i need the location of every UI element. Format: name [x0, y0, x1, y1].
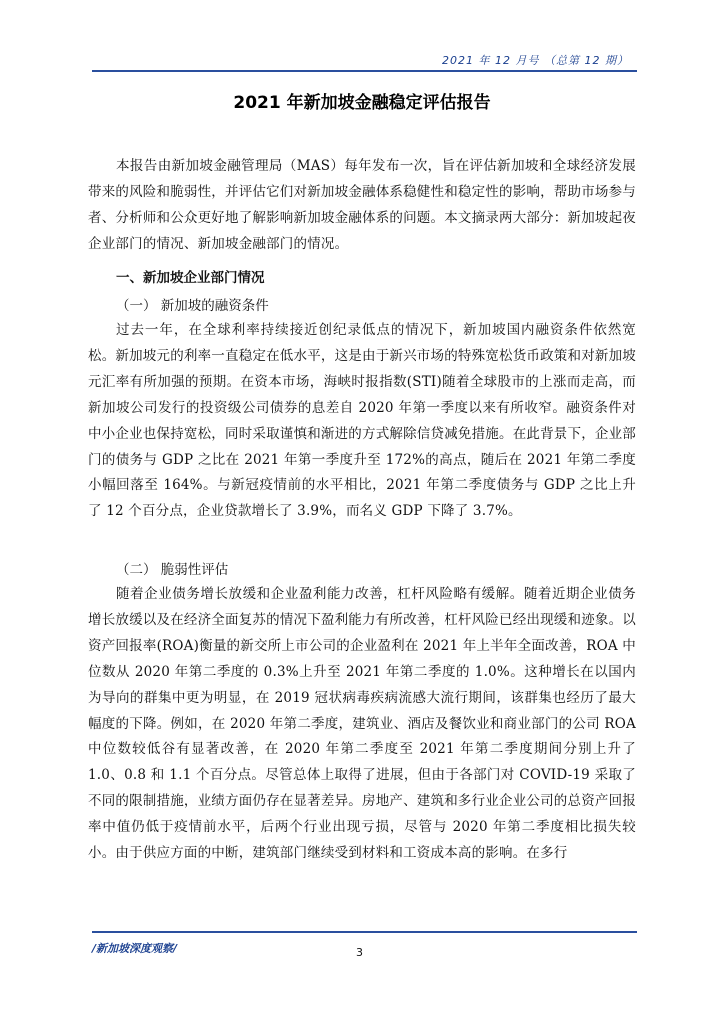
footer-rule	[92, 931, 637, 933]
subsection-heading-vulnerability: （二） 脆弱性评估	[116, 562, 229, 578]
financing-paragraph: 过去一年，在全球利率持续接近创纪录低点的情况下，新加坡国内融资条件依然宽松。新加坡元的利率一直稳定在低水平，这是由于新兴市场的特殊宽松货币政策和对新加坡元汇率有所加强的预期。在资本市场，海峡时报指数(STI)随着全球股市的上涨而走高，而新加坡公司发行的投资级公司债券的息差自 2020 年第一季度以来有所收窄。融资条件对中小企业也保持宽松，同时采取谨慎和渐进的方式解除信贷减免措施。在此背景下，企业部门的债务与 GDP 之比在 2021 年第一季度升至 172%的高点，随后在 2021 年第二季度小幅回落至 164%。与新冠疫情前的水平相比，2021 年第二季度债务与 GDP 之比上升了 12 个百分点，企业贷款增长了 3.9%，而名义 GDP 下降了 3.7%。	[88, 322, 636, 520]
document-title: 2021 年新加坡金融稳定评估报告	[233, 93, 491, 113]
page-number: 3	[356, 946, 363, 959]
intro-paragraph: 本报告由新加坡金融管理局（MAS）每年发布一次，旨在评估新加坡和全球经济发展带来的风险和脆弱性，并评估它们对新加坡金融体系稳健性和稳定性的影响，帮助市场参与者、分析师和公众更好地了解影响新加坡金融体系的问题。本文摘录两大部分：新加坡起夜企业部门的情况、新加坡金融部门的情况。	[88, 158, 636, 252]
publication-name: /新加坡深度观察/	[92, 942, 178, 955]
subsection-heading-financing: （一） 新加坡的融资条件	[116, 298, 269, 314]
header-rule	[92, 70, 637, 72]
vulnerability-paragraph: 随着企业债务增长放缓和企业盈利能力改善，杠杆风险略有缓解。随着近期企业债务增长放缓以及在经济全面复苏的情况下盈利能力有所改善，杠杆风险已经出现缓和迹象。以资产回报率(ROA)衡量的新交所上市公司的企业盈利在 2021 年上半年全面改善，ROA 中位数从 2020 年第二季度的 0.3%上升至 2021 年第二季度的 1.0%。这种增长在以国内为导向的群集中更为明显，在 2019 冠状病毒疾病流感大流行期间，该群集也经历了最大幅度的下降。例如，在 2020 年第二季度，建筑业、酒店及餐饮业和商业部门的公司 ROA 中位数较低谷有显著改善，在 2020 年第二季度至 2021 年第二季度期间分别上升了 1.0、0.8 和 1.1 个百分点。尽管总体上取得了进展，但由于各部门对 COVID-19 采取了不同的限制措施，业绩方面仍存在显著差异。房地产、建筑和多行业企业公司的总资产回报率中值仍低于疫情前水平，后两个行业出现亏损，尽管与 2020 年第二季度相比损失较小。由于供应方面的中断，建筑部门继续受到材料和工资成本高的影响。在多行	[88, 586, 636, 862]
issue-label: 2021 年 12 月号 （总第 12 期）	[442, 54, 629, 67]
section-heading-corporate: 一、新加坡企业部门情况	[116, 270, 265, 286]
